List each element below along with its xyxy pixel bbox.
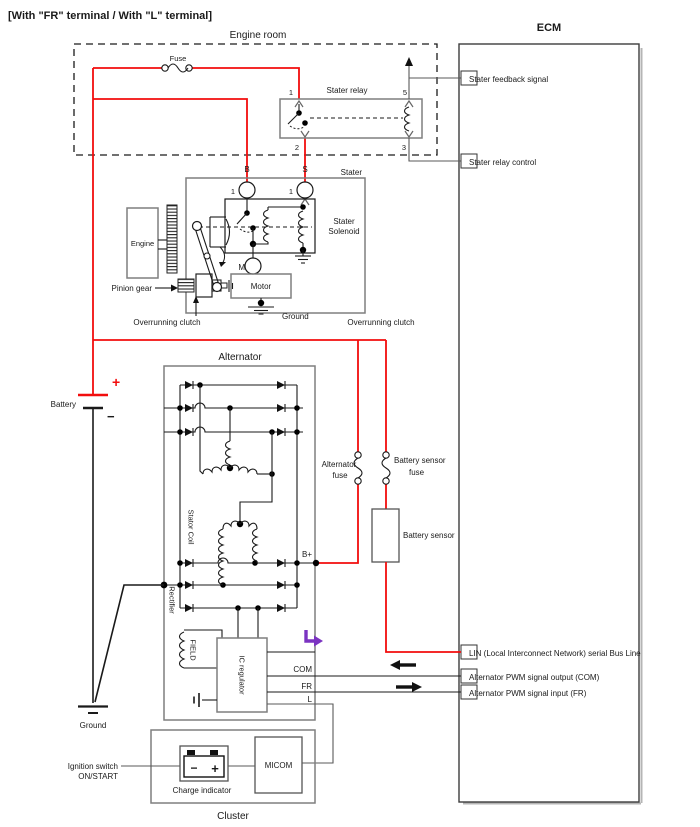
alternator-fuse-label-2: fuse	[332, 471, 348, 480]
com-label: COM	[293, 665, 312, 674]
alternator-label: Alternator	[218, 352, 262, 363]
terminal-b-pin: 1	[230, 187, 235, 196]
terminal-m-label: M	[238, 263, 245, 272]
l-label: L	[307, 695, 312, 704]
motor-ground-icon	[248, 298, 274, 314]
stator-coil-label: Stator Coil	[186, 509, 196, 545]
battery-section	[51, 374, 121, 730]
pinion-arrow-icon	[171, 285, 178, 292]
relay-coil-icon	[405, 107, 410, 131]
field-coil-icon	[180, 632, 185, 668]
battery-label: Battery	[50, 400, 76, 409]
stater-relay-control-label: Stater relay control	[469, 158, 537, 167]
indicator-minus-sign: −	[190, 761, 198, 775]
stater-box	[186, 178, 365, 313]
stater-section	[112, 165, 415, 327]
motor-label: Motor	[250, 282, 272, 291]
charge-indicator-label: Charge indicator	[172, 786, 232, 795]
stator-windings	[200, 385, 272, 585]
battery-sensor-label: Battery sensor	[403, 531, 455, 540]
ignition-switch-label-1: Ignition switch	[67, 762, 118, 771]
chassis-ground-icon	[78, 707, 108, 714]
feedback-arrow-icon	[405, 57, 413, 66]
terminal-s-label: S	[302, 165, 308, 174]
alternator-section	[95, 352, 461, 763]
overrunning-clutch-right-label: Overrunning clutch	[347, 318, 415, 327]
motor-ground-label: Ground	[282, 312, 309, 321]
battery-supply-red-wires	[93, 68, 308, 395]
signal-arrows	[306, 630, 422, 692]
pull-in-coil-icon	[264, 210, 269, 242]
ground-label: Ground	[79, 721, 107, 730]
micom-label: MICOM	[264, 761, 293, 770]
pinion-gear-label: Pinion gear	[111, 284, 152, 293]
stater-relay-label: Stater relay	[326, 86, 368, 95]
relay-ecm-wires	[402, 57, 461, 161]
lin-bus-label: LIN (Local Interconnect Network) serial Bus Line	[469, 649, 641, 658]
alternator-ground-wire	[95, 585, 164, 702]
cluster-section	[68, 730, 315, 822]
relay-pin-1: 1	[288, 88, 294, 97]
stater-solenoid-label-2: Solenoid	[328, 227, 360, 236]
battery-sensor-box	[372, 509, 399, 562]
lin-red-wire	[386, 562, 461, 652]
ecm-title: ECM	[536, 22, 562, 34]
lin-arrow-icon	[306, 630, 314, 641]
field-label: FIELD	[188, 639, 198, 661]
battery-minus-sign: −	[107, 409, 115, 424]
ring-gear-icon	[167, 205, 177, 273]
ignition-switch-label-2: ON/START	[78, 772, 118, 781]
ecm-section	[459, 22, 642, 804]
overrunning-clutch-left-label: Overrunning clutch	[133, 318, 201, 327]
engine-label: Engine	[130, 239, 155, 248]
rectifier-bridge	[161, 381, 316, 612]
terminal-b-label: B	[244, 165, 250, 174]
battery-plus-sign: +	[112, 374, 121, 390]
relay-pin-2: 2	[294, 143, 300, 152]
page-title: [With "FR" terminal / With "L" terminal]	[8, 10, 212, 22]
s-entry-chevron-icon	[301, 199, 309, 205]
b-plus-label: B+	[301, 550, 312, 559]
rectifier-label: Rectifier	[167, 586, 177, 614]
battery-sensor-fuse-icon	[382, 452, 390, 484]
engine-room-label: Engine room	[229, 30, 287, 41]
stater-solenoid-label-1: Stater	[333, 217, 355, 226]
pwm-input-label: Alternator PWM signal input (FR)	[469, 689, 587, 698]
battery-sensor-fuse-label-1: Battery sensor	[394, 456, 446, 465]
solenoid-ground-icon	[295, 250, 311, 263]
charge-indicator	[180, 746, 228, 781]
terminal-s-icon	[297, 182, 313, 198]
indicator-plus-sign: +	[211, 761, 219, 776]
stater-feedback-signal-label: Stater feedback signal	[469, 75, 549, 84]
pinion-gear-icon	[178, 279, 194, 292]
battery-sensor-fuse-label-2: fuse	[409, 468, 425, 477]
relay-pin-3: 3	[401, 143, 407, 152]
regulator-ground-icon	[194, 693, 217, 707]
terminal-b-icon	[239, 182, 255, 198]
relay-pin-5: 5	[402, 88, 408, 97]
alternator-fuse-label-1: Alternator	[321, 460, 357, 469]
terminal-m-icon	[245, 258, 261, 274]
pwm-output-label: Alternator PWM signal output (COM)	[469, 673, 600, 682]
cluster-label: Cluster	[217, 811, 249, 822]
fr-label: FR	[301, 682, 312, 691]
terminal-s-pin: 1	[288, 187, 293, 196]
stater-label: Stater	[340, 168, 362, 177]
stater-relay	[280, 86, 422, 152]
fuse-icon	[162, 64, 192, 72]
stator-coil-icon	[226, 441, 231, 465]
ic-regulator-label: IC regulator	[237, 655, 247, 695]
fuse-label: Fuse	[169, 54, 187, 63]
